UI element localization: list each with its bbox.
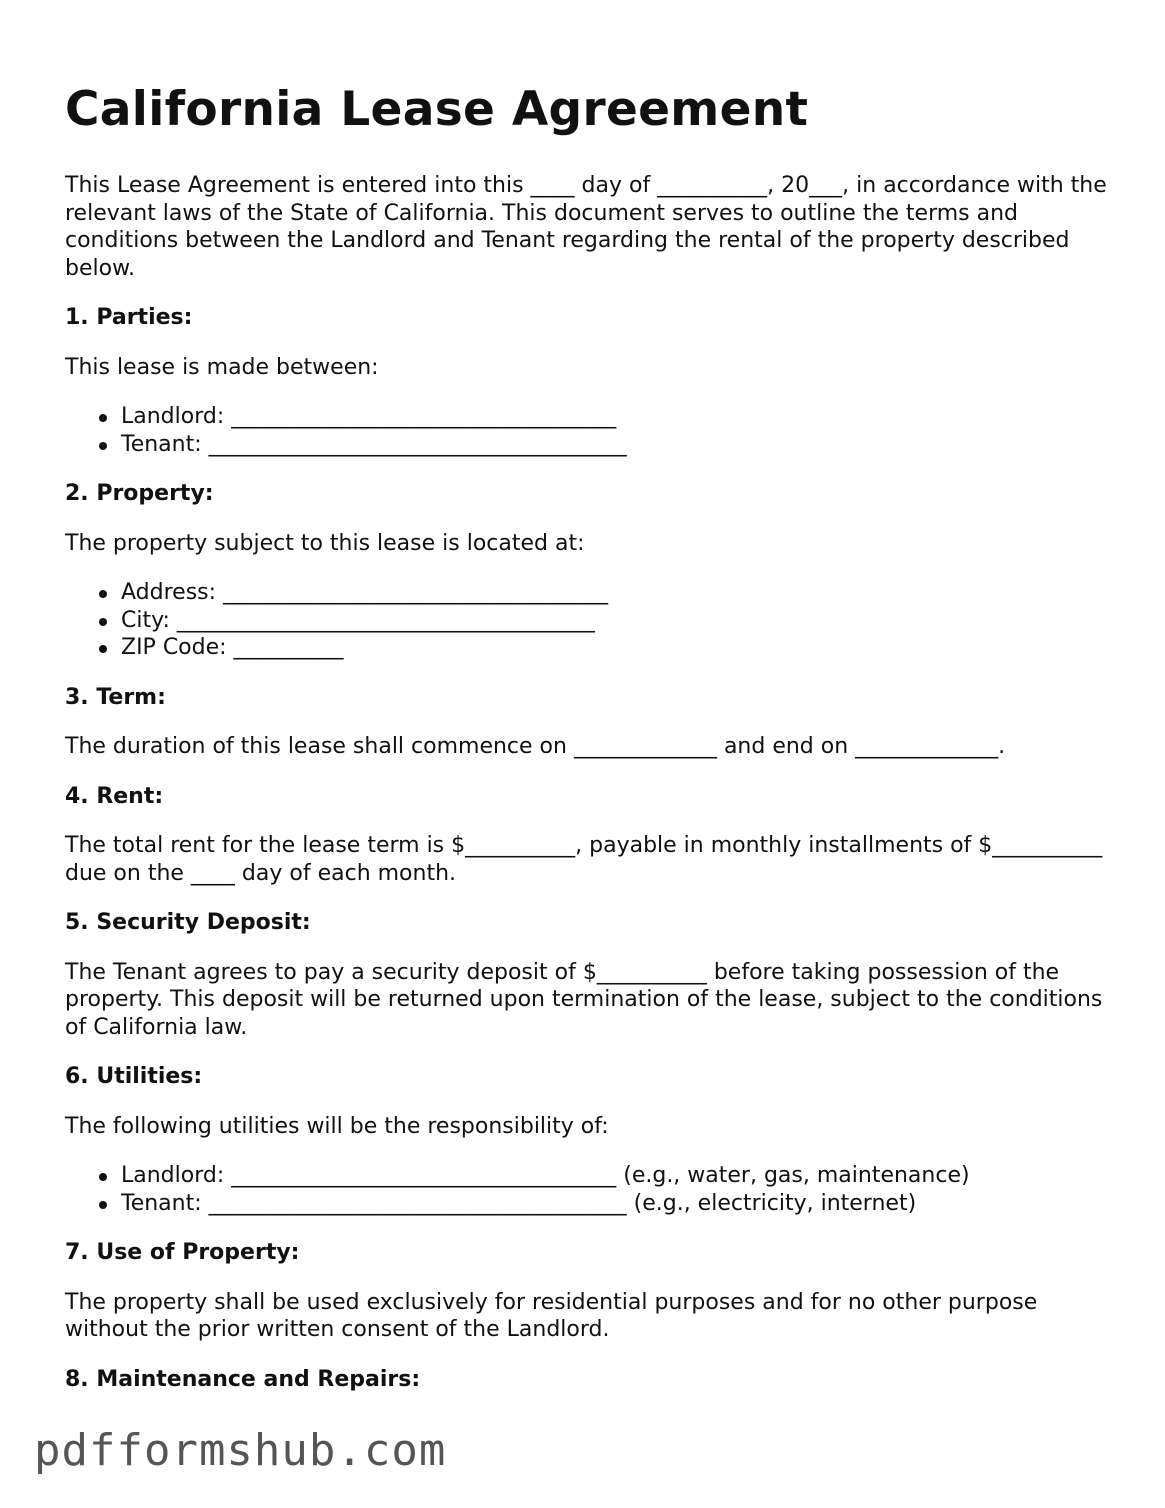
watermark-text: pdfformshub.com: [34, 1425, 447, 1476]
document-page: [65, 78, 1115, 1415]
section-heading-utilities: 6. Utilities:: [65, 1064, 203, 1089]
deposit-text: The Tenant agrees to pay a security deposit of $__________ before taking possession of the property. This deposit will be returned upon termination of the lease, subject to the conditions of California law.: [65, 959, 1103, 1040]
section-heading-use: 7. Use of Property:: [65, 1240, 300, 1265]
list-item-tenant-utilities: Tenant: ______________________________________ (e.g., electricity, internet): [121, 1190, 1115, 1218]
list-item-landlord: Landlord: ___________________________________: [121, 403, 1115, 431]
use-text: The property shall be used exclusively for residential purposes and for no other purpose without the prior written consent of the Landlord.: [65, 1289, 1038, 1342]
rent-text: The total rent for the lease term is $__________, payable in monthly installments of $__________ due on the ____ day of each month.: [65, 833, 1103, 886]
parties-list: [65, 403, 1115, 458]
list-item-tenant: Tenant: ______________________________________: [121, 431, 1115, 459]
parties-text: This lease is made between:: [65, 354, 379, 380]
section-heading-deposit: 5. Security Deposit:: [65, 910, 311, 935]
section-heading-property: 2. Property:: [65, 481, 214, 506]
list-item-city: City: ______________________________________: [121, 607, 1115, 635]
list-item-landlord-utilities: Landlord: ___________________________________ (e.g., water, gas, maintenance): [121, 1162, 1115, 1190]
intro-paragraph: This Lease Agreement is entered into this ____ day of __________, 20___, in accordance with the relevant laws of the State of California. This document serves to outline the terms and conditions between the Landlord and Tenant regarding the rental of the property described below.: [65, 173, 1107, 281]
utilities-text: The following utilities will be the responsibility of:: [65, 1113, 609, 1139]
section-heading-term: 3. Term:: [65, 684, 166, 710]
document-title: California Lease Agreement: [65, 82, 809, 137]
list-item-zip: ZIP Code: __________: [121, 634, 1115, 662]
section-heading-rent: 4. Rent:: [65, 783, 164, 809]
list-item-address: Address: ___________________________________: [121, 579, 1115, 607]
term-text: The duration of this lease shall commence on _____________ and end on _____________.: [65, 734, 1006, 759]
section-heading-maintenance: 8. Maintenance and Repairs:: [65, 1366, 421, 1392]
property-list: [65, 579, 1115, 662]
section-heading-parties: 1. Parties:: [65, 305, 193, 330]
property-text: The property subject to this lease is located at:: [65, 530, 585, 556]
utilities-list: [65, 1162, 1115, 1217]
